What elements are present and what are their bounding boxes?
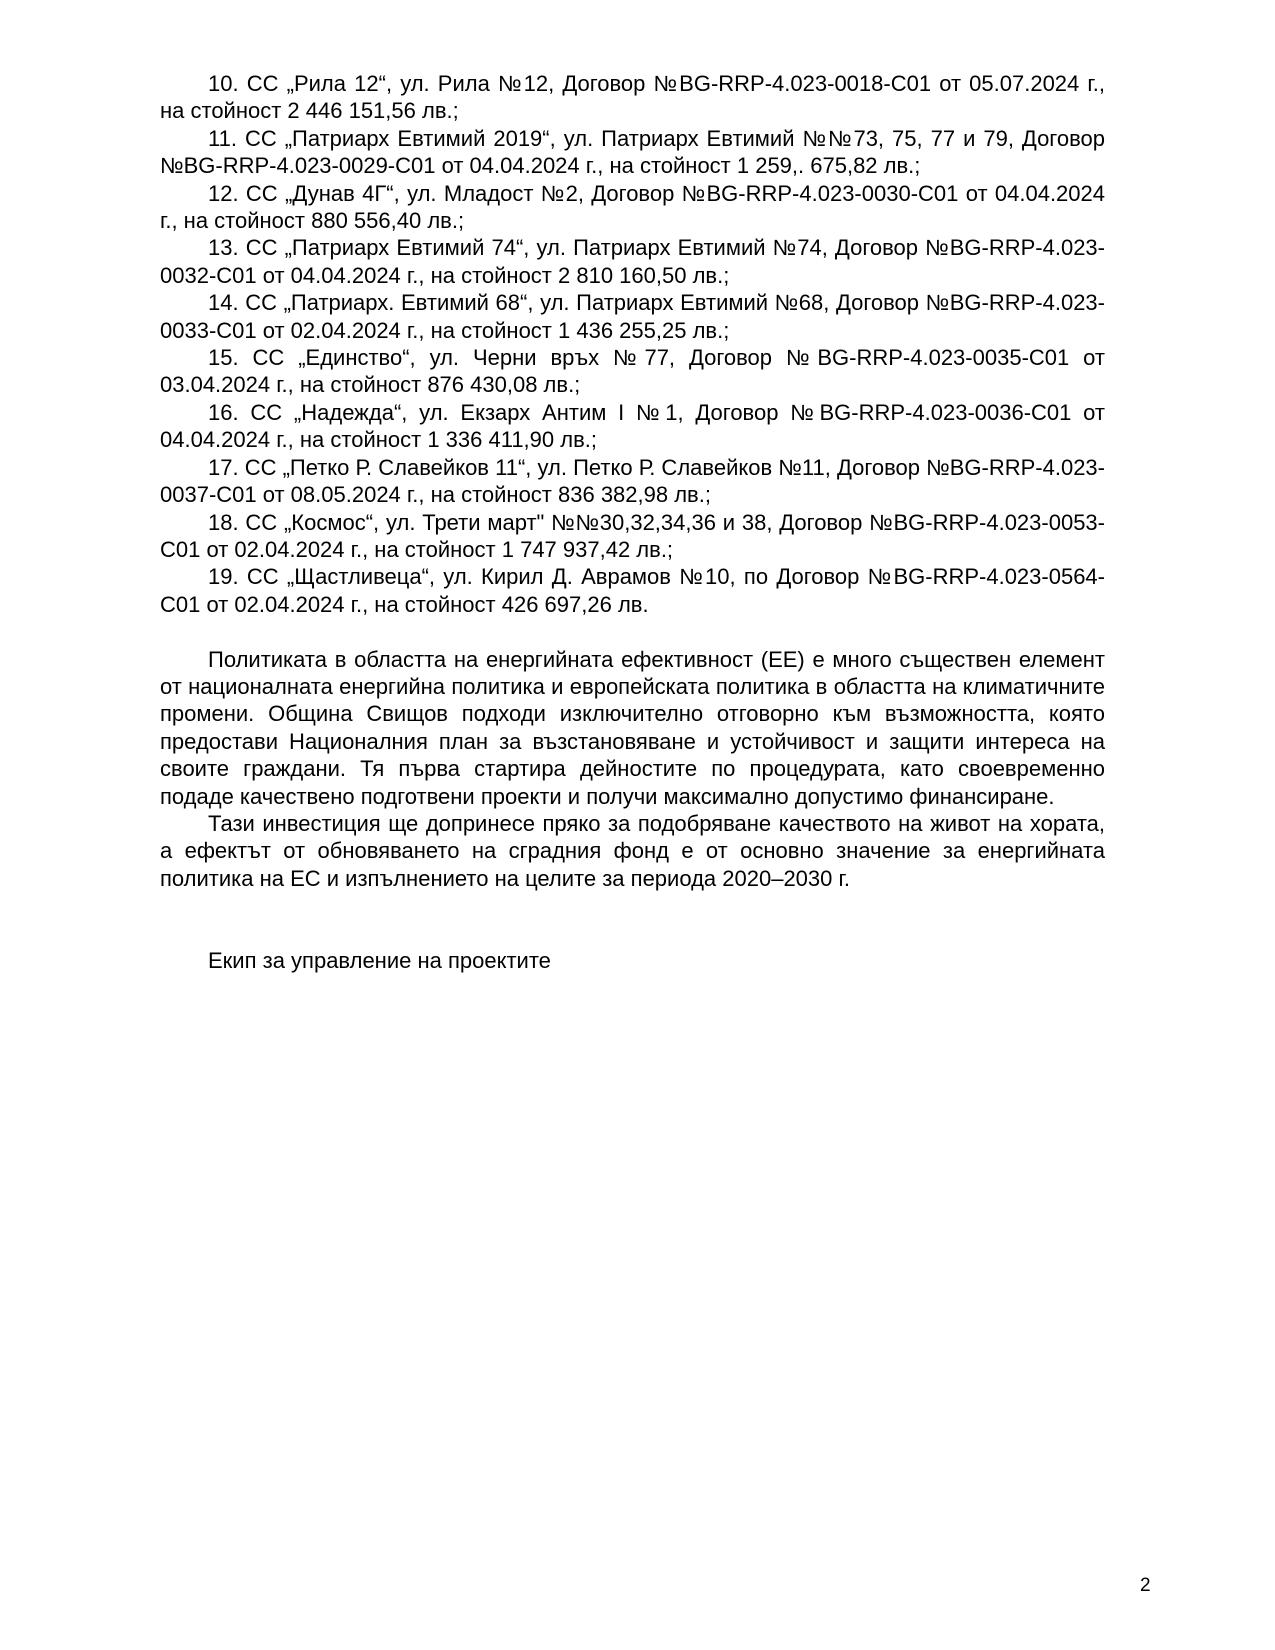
list-item: 14. СС „Патриарх. Евтимий 68“, ул. Патриарх Евтимий №68, Договор №BG-RRP-4.023-0033-C01 от 02.04.2024 г., на стойност 1 436 255,25 лв.;: [160, 290, 1105, 343]
list-item: 16. СС „Надежда“, ул. Екзарх Антим I №1, Договор №BG-RRP-4.023-0036-C01 от 04.04.2024 г., на стойност 1 336 411,90 лв.;: [160, 399, 1105, 453]
list-item: 12. СС „Дунав 4Г“, ул. Младост №2, Договор №BG-RRP-4.023-0030-C01 от 04.04.2024 г., на стойност 880 556,40 лв.;: [160, 180, 1105, 234]
list-item: 10. СС „Рила 12“, ул. Рила №12, Договор №BG-RRP-4.023-0018-C01 от 05.07.2024 г., на стойност 2 446 151,56 лв.;: [160, 71, 1105, 124]
signoff-text: Екип за управление на проектите: [208, 947, 551, 973]
signoff-block: [160, 947, 1105, 974]
contract-list: [160, 70, 1105, 618]
list-item: 13. СС „Патриарх Евтимий 74“, ул. Патриарх Евтимий №74, Договор №BG-RRP-4.023-0032-C01 от 04.04.2024 г., на стойност 2 810 160,50 лв.;: [160, 235, 1105, 288]
body-paragraphs: [160, 646, 1105, 893]
list-item: 11. СС „Патриарх Евтимий 2019“, ул. Патриарх Евтимий №№73, 75, 77 и 79, Договор №BG-RRP-4.023-0029-C01 от 04.04.2024 г., на стойност 1 259,. 675,82 лв.;: [160, 125, 1105, 179]
list-item: 15. СС „Единство“, ул. Черни връх №77, Договор №BG-RRP-4.023-0035-C01 от 03.04.2024 г., на стойност 876 430,08 лв.;: [160, 345, 1105, 398]
document-content: [160, 70, 1105, 974]
list-item: 17. СС „Петко Р. Славейков 11“, ул. Петко Р. Славейков №11, Договор №BG-RRP-4.023-0037-C01 от 08.05.2024 г., на стойност 836 382,98 лв.;: [160, 454, 1105, 508]
paragraph: Тази инвестиция ще допринесе пряко за подобряване качеството на живот на хората, а ефектът от обновяването на сградния фонд е от основно значение за енергийната политика на ЕС и изпълнението на целите за периода 2020–2030 г.: [160, 810, 1105, 891]
paragraph: Политиката в областта на енергийната ефективност (ЕЕ) е много съществен елемент от националната енергийна политика и европейската политика в областта на климатичните промени. Община Свищов подходи изключително отговорно към възможността, която предостави Националния план за възстановяване и устойчивост и защити интереса на своите граждани. Тя първа стартира дейностите по процедурата, като своевременно подаде качествено подготвени проекти и получи максимално допустимо финансиране.: [160, 646, 1105, 809]
list-item: 19. СС „Щастливеца“, ул. Кирил Д. Аврамов №10, по Договор №BG-RRP-4.023-0564-C01 от 02.04.2024 г., на стойност 426 697,26 лв.: [160, 564, 1105, 617]
page-number: 2: [1140, 1575, 1151, 1596]
list-item: 18. СС „Космос“, ул. Трети март" №№30,32,34,36 и 38, Договор №BG-RRP-4.023-0053-C01 от 02.04.2024 г., на стойност 1 747 937,42 лв.;: [160, 509, 1105, 562]
